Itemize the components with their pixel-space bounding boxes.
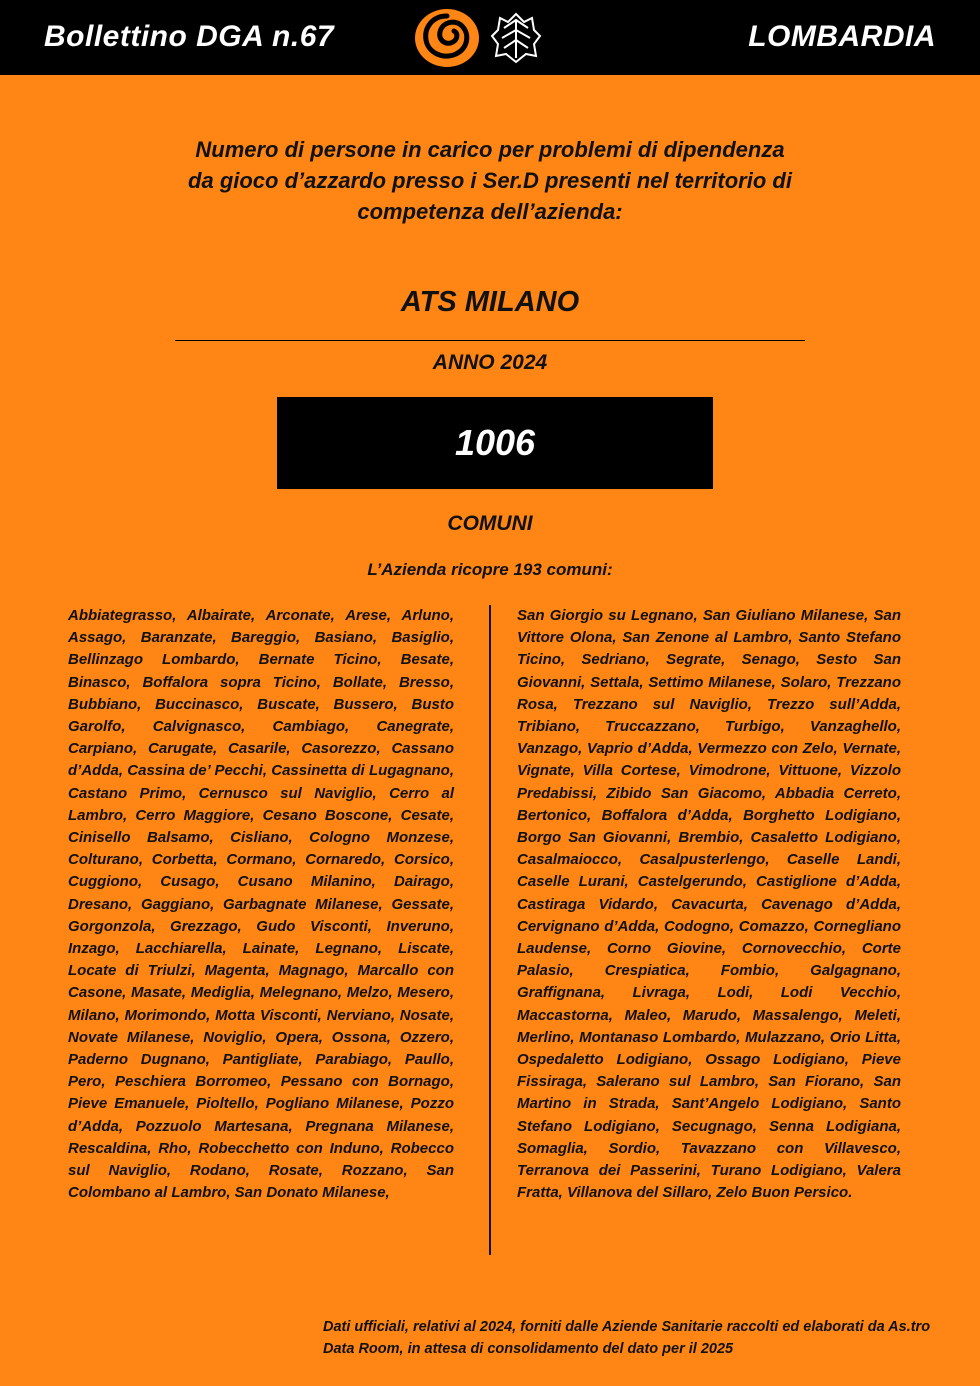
comuni-title: COMUNI	[447, 512, 533, 535]
comuni-subtitle: L’Azienda ricopre 193 comuni:	[367, 560, 613, 579]
comuni-list-right: San Giorgio su Legnano, San Giuliano Milanese, San Vittore Olona, San Zenone al Lambro, Santo Stefano Ticino, Sedriano, Segrate, Senago, Sesto San Giovanni, Settala, Settimo Milanese, Solaro, Trezzano Rosa, Trezzano sul Naviglio, Trezzo sull’Adda, Tribiano, Truccazzano, Turbigo, Vanzaghello, Vanzago, Vaprio d’Adda, Vermezzo con Zelo, Vernate, Vignate, Villa Cortese, Vimodrone, Vittuone, Vizzolo Predabissi, Zibido San Giacomo, Abbadia Cerreto, Bertonico, Boffalora d’Adda, Borghetto Lodigiano, Borgo San Giovanni, Brembio, Casaletto Lodigiano, Casalmaiocco, Casalpusterlengo, Caselle Landi, Caselle Lurani, Castelgerundo, Castiglione d’Adda, Castiraga Vidardo, Cavacurta, Cavenago d’Adda, Cervignano d’Adda, Codogno, Comazzo, Cornegliano Laudense, Corno Giovine, Cornovecchio, Corte Palasio, Crespiatica, Fombio, Galgagnano, Graffignana, Livraga, Lodi, Lodi Vecchio, Maccastorna, Maleo, Marudo, Massalengo, Meleti, Merlino, Montanaso Lombardo, Mulazzano, Orio Litta, Ospedaletto Lodigiano, Ossago Lodigiano, Pieve Fissiraga, Salerano sul Lambro, San Fiorano, San Martino in Strada, Sant’Angelo Lodigiano, Santo Stefano Lodigiano, Secugnago, Senna Lodigiana, Somaglia, Sordio, Tavazzano con Villavesco, Terranova dei Passerini, Turano Lodigiano, Valera Fratta, Villanova del Sillaro, Zelo Buon Persico.	[517, 607, 901, 1202]
divider-rule	[175, 340, 805, 341]
bulletin-title: Bollettino DGA n.67	[44, 20, 335, 53]
azienda-name: ATS MILANO	[400, 286, 580, 318]
footnote: Dati ufficiali, relativi al 2024, forniti dalle Aziende Sanitarie raccolti ed elaborati da As.tro Data Room, in attesa di consolidamento del dato per il 2025	[323, 1319, 931, 1357]
persons-count: 1006	[454, 422, 536, 463]
header-bar	[0, 0, 980, 75]
intro-line: da gioco d’azzardo presso i Ser.D presenti nel territorio di	[188, 168, 792, 193]
column-divider	[489, 605, 491, 1255]
emblem-logo-icon	[488, 10, 544, 66]
intro-line: Numero di persone in carico per problemi di dipendenza	[195, 137, 785, 162]
intro-text	[170, 134, 810, 227]
comuni-list-left: Abbiategrasso, Albairate, Arconate, Arese, Arluno, Assago, Baranzate, Bareggio, Basiano, Basiglio, Bellinzago Lombardo, Bernate Ticino, Besate, Binasco, Boffalora sopra Ticino, Bollate, Bresso, Bubbiano, Buccinasco, Buscate, Bussero, Busto Garolfo, Calvignasco, Cambiago, Canegrate, Carpiano, Carugate, Casarile, Casorezzo, Cassano d’Adda, Cassina de’ Pecchi, Cassinetta di Lugagnano, Castano Primo, Cernusco sul Naviglio, Cerro al Lambro, Cerro Maggiore, Cesano Boscone, Cesate, Cinisello Balsamo, Cisliano, Cologno Monzese, Colturano, Corbetta, Cormano, Cornaredo, Corsico, Cuggiono, Cusago, Cusano Milanino, Dairago, Dresano, Gaggiano, Garbagnate Milanese, Gessate, Gorgonzola, Grezzago, Gudo Visconti, Inveruno, Inzago, Lacchiarella, Lainate, Legnano, Liscate, Locate di Triulzi, Magenta, Magnago, Marcallo con Casone, Masate, Mediglia, Melegnano, Melzo, Mesero, Milano, Morimondo, Motta Visconti, Nerviano, Nosate, Novate Milanese, Noviglio, Opera, Ossona, Ozzero, Paderno Dugnano, Pantigliate, Parabiago, Paullo, Pero, Peschiera Borromeo, Pessano con Bornago, Pieve Emanuele, Pioltello, Pogliano Milanese, Pozzo d’Adda, Pozzuolo Martesana, Pregnana Milanese, Rescaldina, Rho, Robecchetto con Induno, Robecco sul Naviglio, Rodano, Rosate, Rozzano, San Colombano al Lambro, San Donato Milanese,	[68, 607, 454, 1202]
spiral-logo-icon	[412, 6, 482, 70]
persons-count-box	[277, 397, 713, 489]
year-label: ANNO 2024	[432, 351, 548, 374]
region-title: LOMBARDIA	[748, 20, 936, 53]
intro-line: competenza dell’azienda:	[357, 199, 623, 224]
